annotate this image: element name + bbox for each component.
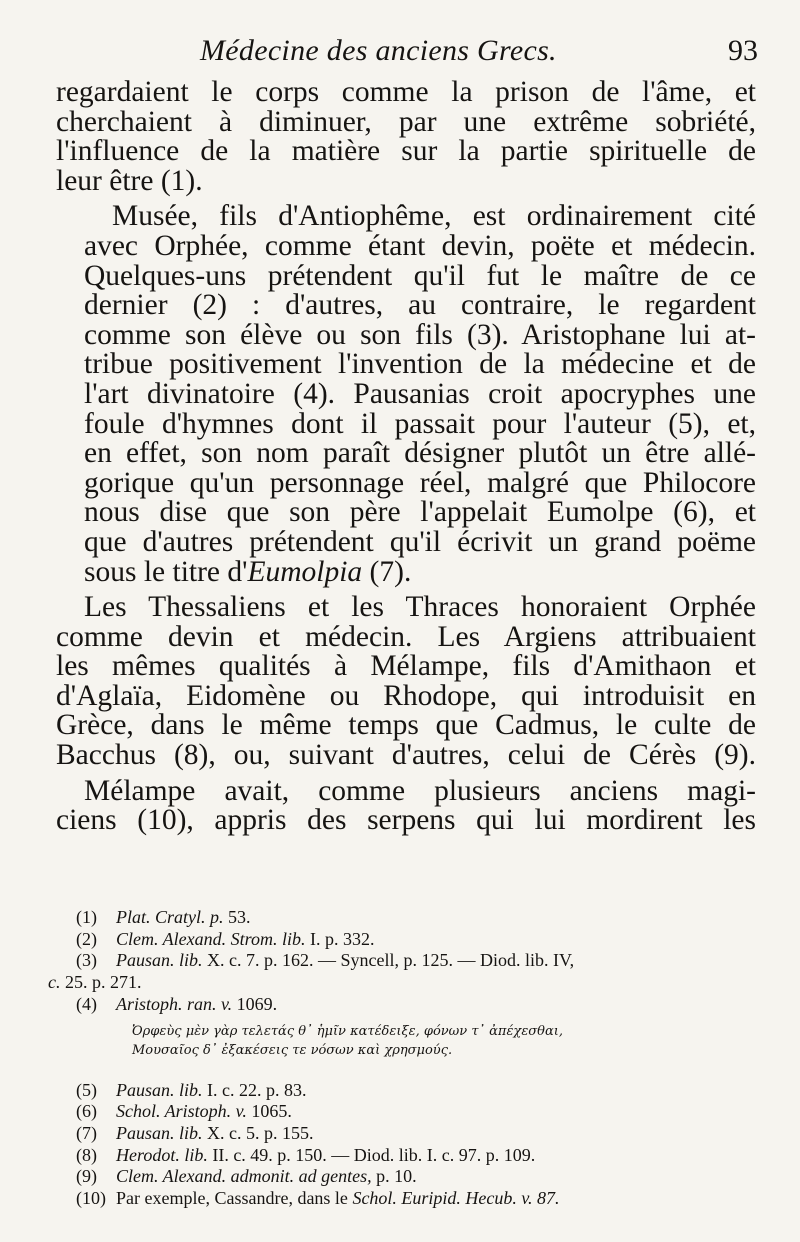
italic-title: Eumolpia [247,555,363,588]
text-line: leur être (1). [56,164,203,197]
text-line: Quelques-uns prétendent qu'il fut le maître de ce [84,259,756,292]
paragraph-3 [56,593,756,771]
text-line: les mêmes qualités à Mélampe, fils d'Amithaon et [56,650,756,683]
footnote-locator: X. c. 5. p. 155. [202,1122,314,1143]
page-header [60,28,760,72]
footnote-number: (2) [76,928,97,949]
running-title: Médecine des anciens Grecs. [200,34,557,67]
text-line: nous dise que son père l'appelait Eumolpe (6), et [84,496,756,529]
footnote-locator: I. c. 22. p. 83. [202,1079,307,1100]
text-line: l'art divinatoire (4). Pausanias croit apocryphes une [84,377,756,410]
footnote-locator: X. c. 7. p. 162. — Syncell, p. 125. — Diod. lib. IV, [202,950,575,971]
footnote [76,1145,766,1167]
footnote [76,1101,766,1123]
text-line: tribue positivement l'invention de la médecine et de [84,348,756,381]
text-line: comme devin et médecin. Les Argiens attribuaient [56,620,756,653]
footnote-locator: II. c. 49. p. 150. — Diod. lib. I. c. 97. p. 109. [207,1144,536,1165]
footnote [76,929,766,951]
footnote [76,1166,766,1188]
text-line: l'influence de la matière sur la partie spirituelle de [56,135,756,168]
text-line: en effet, son nom paraît désigner plutôt un être allé- [84,437,756,470]
text-fragment: sous le titre d' [84,555,248,588]
footnote-number: (7) [76,1122,97,1143]
text-line [56,555,756,588]
text-line: dernier (2) : d'autres, au contraire, le regardent [84,289,756,322]
footnote-number: (3) [76,950,97,971]
greek-verse: Μουσαῖος δ᾽ ἐξακέσεις τε νόσων καὶ χρησμούς. [132,1042,453,1058]
text-line: avec Orphée, comme étant devin, poëte et médecin. [84,229,756,262]
text-fragment: (7). [362,555,412,588]
text-line: ciens (10), appris des serpens qui lui mordirent les [56,804,756,837]
footnote-source: Aristoph. ran. v. [116,993,233,1014]
paragraph-1 [56,78,756,196]
footnote-locator: I. p. 332. [305,928,375,949]
footnote-number: (4) [76,993,97,1014]
footnote [76,1080,766,1102]
text-line: que d'autres prétendent qu'il écrivit un grand poëme [84,525,756,558]
footnote-number: (10) [76,1188,106,1209]
text-line: foule d'hymnes dont il passait pour l'auteur (5), et, [84,407,756,440]
paragraph-4 [56,774,756,837]
footnote-number: (6) [76,1101,97,1122]
paragraph-2 [56,202,756,587]
footnote-source: Plat. Cratyl. p. [116,907,224,927]
footnote-number: (5) [76,1079,97,1100]
footnote [76,950,766,972]
footnotes [48,907,766,1210]
footnote-number: (9) [76,1166,97,1187]
footnote-source: c. [48,972,61,993]
text-line: Bacchus (8), ou, suivant d'autres, celui de Cérès (9). [56,739,756,772]
text-line: gorique qu'un personnage réel, malgré que Philocore [84,466,756,499]
footnote-locator: Schol. Euripid. Hecub. v. 87. [347,1188,560,1209]
text-line: cherchaient à diminuer, par une extrême sobriété, [56,105,756,138]
footnote-locator: 53. [223,907,251,927]
footnote-source: Par exemple, Cassandre, dans le [116,1188,348,1209]
footnote-source: Pausan. lib. [116,1079,203,1100]
footnote-number: (8) [76,1144,97,1165]
footnote-source: Clem. Alexand. admonit. ad gentes, [116,1166,372,1187]
page-number: 93 [728,34,758,67]
footnote-locator: 1065. [246,1101,292,1122]
footnote [76,1188,766,1210]
text-line: Les Thessaliens et les Thraces honoraient Orphée [84,591,756,624]
footnote-locator: p. 10. [371,1166,417,1187]
footnote-source: Pausan. lib. [116,950,203,971]
footnote [76,1123,766,1145]
footnote [76,994,766,1016]
footnote-source: Schol. Aristoph. v. [116,1101,247,1122]
text-line: Musée, fils d'Antiophême, est ordinairement cité [112,200,756,233]
footnote-source: Pausan. lib. [116,1122,203,1143]
footnote-continuation [48,972,766,994]
footnote-source: Herodot. lib. [116,1144,208,1165]
footnote-locator: 1069. [232,993,278,1014]
main-text [56,78,756,842]
greek-verse: Ὀρφεὺς μὲν γὰρ τελετάς θ᾽ ἡμῖν κατέδειξε, φόνων τ᾽ ἀπέχεσθαι, [132,1023,563,1039]
text-line: Grèce, dans le même temps que Cadmus, le culte de [56,709,756,742]
text-line: Mélampe avait, comme plusieurs anciens magi- [84,774,756,807]
text-line: regardaient le corps comme la prison de l'âme, et [56,76,756,108]
text-line: d'Aglaïa, Eidomène ou Rhodope, qui introduisit en [56,679,756,712]
footnote-source: Clem. Alexand. Strom. lib. [116,928,306,949]
greek-quotation [76,1022,766,1060]
footnote [76,907,766,929]
footnote-locator: 25. p. 271. [60,972,142,993]
footnote-number: (1) [76,907,97,927]
text-line: comme son élève ou son fils (3). Aristophane lui at- [84,318,756,351]
